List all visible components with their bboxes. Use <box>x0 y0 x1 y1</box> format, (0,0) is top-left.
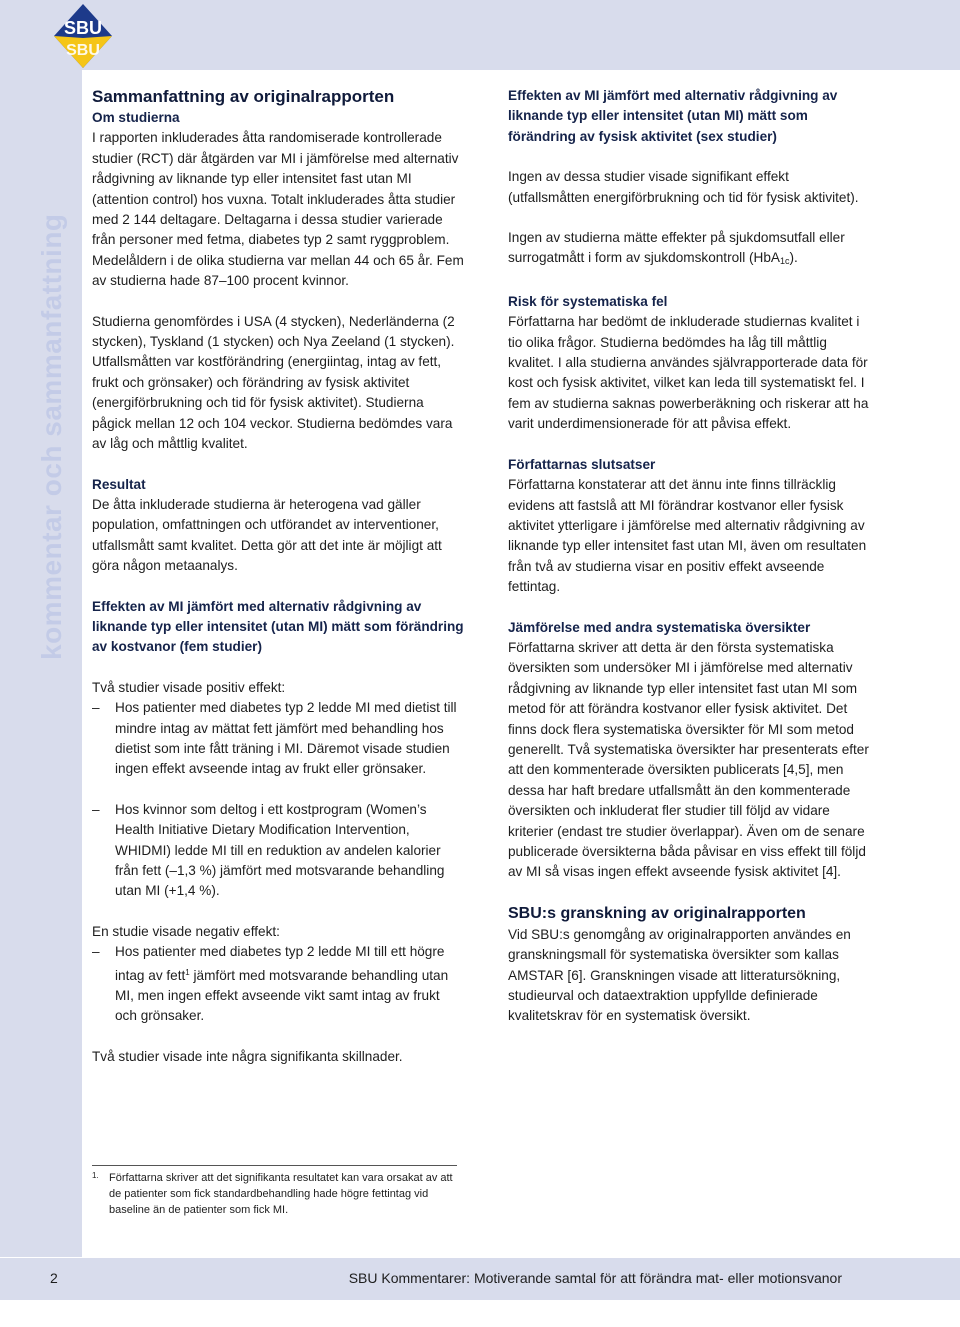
right-column <box>508 86 873 1027</box>
bias-heading: Risk för systematiska fel <box>508 293 668 309</box>
footnote-mark: 1. <box>92 1171 99 1180</box>
page-number: 2 <box>50 1270 58 1286</box>
list-item <box>92 800 464 902</box>
bullet-text: Hos patienter med diabetes typ 2 ledde MI till ett högre intag av fett$^1$ jämfört med motsvarande behandling utan MI, men ingen effekt avseende vikt samt intag av frukt och grönsaker. <box>115 944 449 1024</box>
positive-intro: Två studier visade positiv effekt: <box>92 679 286 695</box>
bullet-text: Hos kvinnor som deltog i ett kostprogram (Women’s Health Initiative Dietary Modification Intervention, WHIDMI) ledde MI till en reduktion av andelen kalorier från fett (–1,3 %) jämfört med motsvarande behandling utan MI (+1,4 %). <box>115 801 445 899</box>
list-item <box>92 698 464 780</box>
footnote-rule <box>92 1165 457 1166</box>
header-band <box>0 0 960 70</box>
about-paragraph-2: Studierna genomfördes i USA (4 stycken), Nederländerna (2 stycken), Tyskland (1 stycken) och Nya Zeeland (1 stycken). Utfallsmåtten var kostförändring (energiintag, intag av fett, frukt och grönsaker) och förändring av fysisk aktivitet (energiförbrukning och tid för fysisk aktivitet). Studierna pågick mellan 12 och 104 veckor. Studierna bedömdes vara av låg och måttlig kvalitet. <box>92 313 455 452</box>
comparison-heading: Jämförelse med andra systematiska översikter <box>508 619 811 635</box>
list-item <box>92 942 464 1027</box>
dash-marker: – <box>92 944 100 960</box>
footer-title: SBU Kommentarer: Motiverande samtal för att förändra mat- eller motionsvanor <box>348 1270 842 1286</box>
footnote-ref: 1 <box>185 967 190 977</box>
side-title: kommentar och sammanfattning <box>36 213 67 660</box>
sbu-review-heading: SBU:s granskning av originalrapporten <box>508 904 806 922</box>
footnote <box>92 1170 457 1218</box>
bullet-text: Hos patienter med diabetes typ 2 ledde MI med dietist till mindre intag av mättat fett jämfört med behandling hos dietist som inte fått träning i MI. Däremot visade studien ingen effekt avseende intag av frukt eller grönsaker. <box>115 700 457 777</box>
activity-heading: Effekten av MI jämfört med alternativ rådgivning av liknande typ eller intensitet (utan MI) mätt som förändring av fysisk aktivitet (sex studier) <box>508 88 838 144</box>
dash-marker: – <box>92 700 100 716</box>
sbu-logo <box>52 2 114 70</box>
hba1c-subscript: 1c <box>779 256 790 267</box>
no-diff-paragraph: Två studier visade inte några signifikanta skillnader. <box>92 1048 403 1064</box>
activity-paragraph-2: Ingen av studierna mätte effekter på sjukdomsutfall eller surrogatmått i form av sjukdomskontroll (HbA$_{1c}$). <box>508 230 845 267</box>
left-column <box>92 86 464 1067</box>
summary-heading: Sammanfattning av originalrapporten <box>92 87 395 106</box>
footnote-text: Författarna skriver att det signifikanta resultatet kan vara orsakat av att de patienter som fick standardbehandling hade högre fettintag vid baseline än de patienter som fick MI. <box>109 1172 453 1216</box>
logo-text-bottom: SBU <box>66 42 100 59</box>
about-paragraph-1: I rapporten inkluderades åtta randomiserade kontrollerade studier (RCT) där åtgärden var MI i jämförelse med alternativ rådgivning av liknande typ eller intensitet fast utan MI (attention control) hos vuxna. Totalt inkluderades åtta studier med 2 144 deltagare. Deltagarna i dessa studier varierade från personer med fetma, diabetes typ 2 samt ryggproblem. Medelåldern i de olika studierna var mellan 44 och 65 år. Fem av studierna hade 87–100 procent kvinnor. <box>92 130 464 289</box>
negative-intro: En studie visade negativ effekt: <box>92 923 280 939</box>
diet-heading: Effekten av MI jämfört med alternativ rådgivning av liknande typ eller intensitet (utan MI) mätt som förändring av kostvanor (fem studier) <box>92 598 464 655</box>
result-heading: Resultat <box>92 476 146 492</box>
result-paragraph: De åtta inkluderade studierna är heterogena vad gäller population, omfattningen och utförandet av interventioner, utfallsmått samt kvalitet. Detta gör att det inte är möjligt att göra någon metaanalys. <box>92 496 442 574</box>
conclusions-heading: Författarnas slutsatser <box>508 456 656 472</box>
logo-text-top: SBU <box>63 18 103 38</box>
conclusions-paragraph: Författarna konstaterar att det ännu inte finns tillräcklig evidens att fastslå att MI förändrar kostvanor eller fysisk aktivitet ytterligare i jämförelse med alternativ rådgivning av liknande typ eller intensitet fast utan MI, även om resultaten från två av studierna visar en positiv effekt avseende fettintag. <box>508 477 867 595</box>
bias-paragraph: Författarna har bedömt de inkluderade studiernas kvalitet i tio olika frågor. Studierna bedömdes ha låg till måttlig kvalitet. I alla studierna användes självrapporterade data för kost och fysisk aktivitet, vilket kan leda till systematiskt fel. I fem av studierna saknas powerberäkning och riskerar att ha varit underdimensionerade för att påvisa effekt. <box>508 314 869 432</box>
comparison-paragraph: Författarna skriver att detta är den första systematiska översikten som undersöker MI i jämförelse med alternativ rådgivning av liknande typ eller intensitet fast utan MI som metod för att förändra kostvanor eller fysisk aktivitet. Det finns dock flera systematiska översikter för MI som metod generellt. Två systematiska översikter har presenterats efter att den kommenterade översikten publicerats [4,5], men dessa har haft bredare utfallsmått än den kommenterade översikten och inkluderat fler studier till följd av vidare kriterier (endast tre studier överlappar). Även om de senare publicerade översikterna båda påvisar en viss effekt till följd av MI så visas ingen effekt avseende fysisk aktivitet [4]. <box>508 639 869 880</box>
dash-marker: – <box>92 801 100 817</box>
sbu-review-paragraph: Vid SBU:s genomgång av originalrapporten användes en granskningsmall för systematiska översikter som kallas AMSTAR [6]. Granskningen visade att litteratursökning, studieurval och dataextraktion uppfyllde definierade kvalitetskrav för en systematisk översikt. <box>508 926 851 1024</box>
activity-paragraph-1: Ingen av dessa studier visade signifikant effekt (utfallsmåtten energiförbrukning och tid för fysisk aktivitet). <box>508 169 859 205</box>
about-heading: Om studierna <box>92 110 180 125</box>
